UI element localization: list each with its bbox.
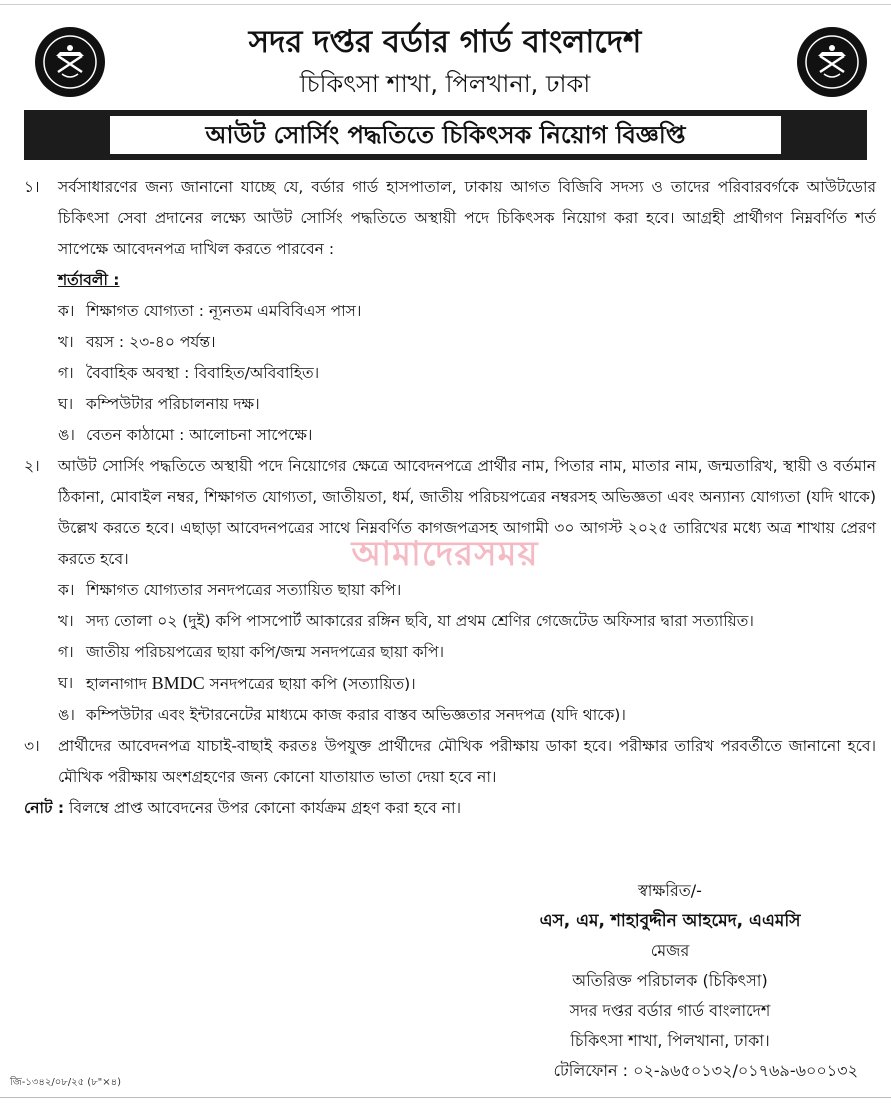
bottom-edge [0, 1097, 891, 1098]
title-bar [24, 110, 867, 160]
paragraph-text: প্রার্থীদের আবেদনপত্র যাচাই-বাছাই করতঃ উপযুক্ত প্রার্থীদের মৌখিক পরীক্ষায় ডাকা হবে। পরীক্ষার তারিখ পরবর্তীতে জানানো হবে। মৌখিক পরীক্ষায় অংশগ্রহণের জন্য কোনো যাতায়াত ভাতা দেয়া হবে না। [58, 737, 876, 786]
paragraph-2 [24, 451, 876, 575]
paragraph-number: ১। [24, 178, 40, 196]
signatory-name: এস, এম, শাহাবুদ্দীন আহমেদ, এএমসি [539, 911, 801, 931]
list-item: গ। জাতীয় পরিচয়পত্রের ছায়া কপি/জন্ম সনদপত্রের ছায়া কপি। [58, 643, 445, 661]
note-text: বিলম্বে প্রাপ্ত আবেদনের উপর কোনো কার্যক্রম গ্রহণ করা হবে না। [69, 799, 462, 817]
notice-title: আউট সোর্সিং পদ্ধতিতে চিকিৎসক নিয়োগ বিজ্ঞপ্তি [108, 114, 783, 156]
list-item: ক। শিক্ষাগত যোগ্যতা : ন্যূনতম এমবিবিএস পাস। [58, 302, 362, 320]
watermark: আমাদেরসময় [351, 534, 539, 574]
signatory-rank: মেজর [650, 941, 690, 960]
signatory-designation: অতিরিক্ত পরিচালক (চিকিৎসা) [572, 971, 768, 990]
list-item: ঙ। বেতন কাঠামো : আলোচনা সাপেক্ষে। [58, 426, 313, 444]
signature-block [470, 876, 870, 1086]
paragraph-1 [24, 172, 876, 265]
signatory-phone: টেলিফোন : ০২-৯৬৫০১৩২/০১৭৬৯-৬০০১৩২ [553, 1061, 858, 1080]
signatory-office: চিকিৎসা শাখা, পিলখানা, ঢাকা। [570, 1031, 770, 1050]
list-item: গ। বৈবাহিক অবস্থা : বিবাহিত/অবিবাহিত। [58, 364, 320, 382]
paragraph-number: ২। [24, 457, 40, 475]
note-line [24, 793, 876, 824]
paragraph-text: আউট সোর্সিং পদ্ধতিতে অস্থায়ী পদে নিয়োগের ক্ষেত্রে আবেদনপত্রে প্রার্থীর নাম, পিতার নাম, মাতার নাম, জন্মতারিখ, স্থায়ী ও বর্তমান ঠিকানা, মোবাইল নম্বর, শিক্ষাগত যোগ্যতা, জাতীয়তা, ধর্ম, জাতীয় পরিচয়পত্রের নম্বরসহ অভিজ্ঞতা এবং অন্যান্য যোগ্যতা (যদি থাকে) উল্লেখ করতে হবে। এছাড়া আবেদনপত্রের সাথে নিম্নবর্ণিত কাগজপত্রসহ আগামী ৩০ আগস্ট ২০২৫ তারিখের মধ্যে অত্র শাখায় প্রেরণ করতে হবে। [58, 457, 876, 568]
note-label: নোট : [24, 799, 65, 817]
signatory-org: সদর দপ্তর বর্ডার গার্ড বাংলাদেশ [569, 1001, 771, 1020]
conditions-heading: শর্তাবলী : [58, 271, 120, 289]
org-name: সদর দপ্তর বর্ডার গার্ড বাংলাদেশ [248, 24, 642, 60]
list-item: ঙ। কম্পিউটার এবং ইন্টারনেটের মাধ্যমে কাজ করার বাস্তব অভিজ্ঞতার সনদপত্র (যদি থাকে)। [58, 706, 626, 724]
paragraph-number: ৩। [24, 737, 40, 755]
list-item: খ। বয়স : ২৩-৪০ পর্যন্ত। [58, 333, 216, 351]
print-reference: জি-১৩৪২/০৮/২৫ (৮"×৪) [10, 1077, 122, 1088]
list-item: ক। শিক্ষাগত যোগ্যতার সনদপত্রের সত্যায়িত ছায়া কপি। [58, 581, 402, 599]
signed-label: স্বাক্ষরিত/- [638, 881, 702, 900]
list-item: ঘ। হালনাগাদ BMDC সনদপত্রের ছায়া কপি (সত্যায়িত)। [58, 673, 416, 693]
notice-body [24, 172, 876, 824]
list-item: খ। সদ্য তোলা ০২ (দুই) কপি পাসপোর্ট আকারের রঙ্গিন ছবি, যা প্রথম শ্রেণির গেজেটেড অফিসার দ্বারা সত্যায়িত। [58, 612, 754, 630]
office-name: চিকিৎসা শাখা, পিলখানা, ঢাকা [299, 70, 591, 98]
paragraph-3 [24, 731, 876, 793]
bgb-emblem-icon [34, 26, 106, 98]
top-cut-edge [0, 0, 891, 5]
list-item: ঘ। কম্পিউটার পরিচালনায় দক্ষ। [58, 395, 260, 413]
paragraph-text: সর্বসাধারণের জন্য জানানো যাচ্ছে যে, বর্ডার গার্ড হাসপাতাল, ঢাকায় আগত বিজিবি সদস্য ও তাদের পরিবারবর্গকে আউটডোর চিকিৎসা সেবা প্রদানের লক্ষ্যে আউট সোর্সিং পদ্ধতিতে অস্থায়ী পদে চিকিৎসক নিয়োগ করা হবে। আগ্রহী প্রার্থীগণ নিম্নবর্ণিত শর্ত সাপেক্ষে আবেদনপত্র দাখিল করতে পারবেন : [58, 178, 876, 258]
bgb-emblem-icon [796, 26, 868, 98]
